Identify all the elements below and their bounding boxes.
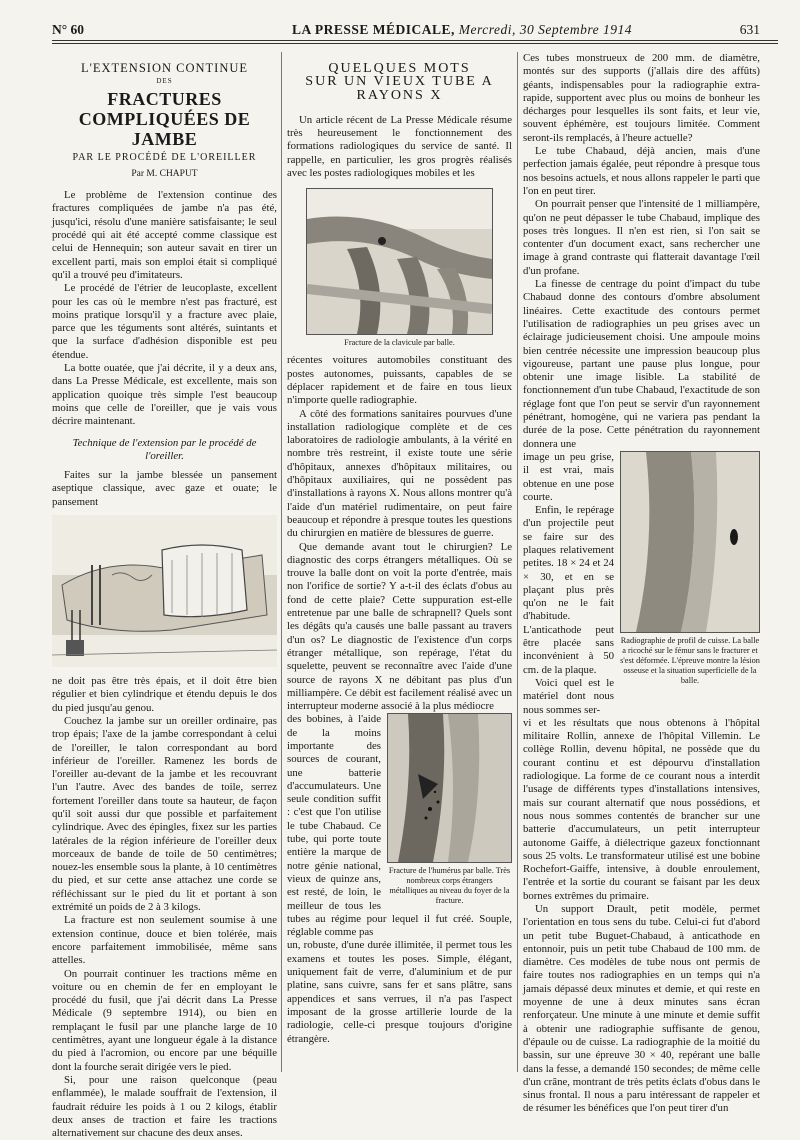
paragraph: La finesse de centrage du point d'impact du tube Chabaud donne des contours d'ombre absolument linéaires. Cette exactitude des contours permet l'utilisation de radiographies un peu grises avec un éclairage judicieusement choisi. Une ampoule moins bien centrée nécessite une impression beaucoup plus vigoureuse, partant une pause plus longue, pour obtenir une image lisible. La stabilité de fonctionnement d'un tube Chabaud, l'exactitude de son réglage font que l'on peut se servir d'un rayonnement pénétrant, homogène, qui ne variera pas pendant la durée de la pose. Cette pénétration du rayonnement donnera une bbox=[523, 278, 760, 450]
paragraph: Un support Drault, petit modèle, permet l'orientation en tous sens du tube. Celui-ci fut d'abord un petit tube Buguet-Chabaud, à anticathode en entonnoir, puis un petit tube Chabaud de 100 mm. de diamètre. Ces modèles de tube nous ont permis de faire toutes nos radiographies en un temps qui n'a jamais dépassé deux minutes et demie, et qui reste en moyenne de une à deux minutes sans écran renforçateur. Une minute à une minute et demie suffit à obtenir une radiographie suffisante de genou, d'épaule ou de cuisse. La radiographie de la moitié du bassin, sur une épreuve 30 × 40, repérant une balle dans la fesse, a demandé 150 secondes; de même celle d'un crâne, montrant de très petits éclats d'obus dans le sinus frontal. Il nous a paru intéressant de rappeler et de résumer les bénéfices que l'on peut tirer d'un bbox=[523, 903, 760, 1115]
paragraph: Couchez la jambe sur un oreiller ordinaire, pas trop épais; l'axe de la jambe correspondant à celui de l'oreiller, le talon correspondant au bord inférieur de l'oreiller. Ramenez les bords de l'oreiller au-devant de la jambe et les recouvrant l'un l'autre. Avec des bandes de toile, serrez fortement l'oreiller dans toute sa hauteur, de façon qu'il soit aussi dur que possible et parfaitement cylindrique. Avec des épingles, fixez sur les parties latérales de la région inférieure de l'oreiller deux morceaux de bande de toile de 50 centimètres; nouez-les ensemble sous la plante, à 10 centimètres du pied, et sur cette anse attachez une corde se réfléchissant sur le pied du lit et portant à son extrémité un poids de 2 à 3 kilogs. bbox=[52, 714, 277, 914]
page-header bbox=[52, 18, 778, 42]
column-3 bbox=[523, 52, 760, 1116]
column-divider bbox=[517, 52, 518, 1072]
paragraph: Si, pour une raison quelconque (peau enflammée), le malade souffrait de l'extension, il faudrait réduire les poids à 1 ou 2 kilogs, établir deux anses de traction et faire les tractions alternativement sur chacune des deux anses. bbox=[52, 1073, 277, 1140]
journal-masthead bbox=[292, 22, 632, 38]
paragraph: vi et les résultats que nous obtenons à l'hôpital militaire Rollin, annexe de l'hôpital Villemin. Le collège Rollin, devenu hôpital, ne possède que du courant continu et est dépourvu d'installation radiologique. La forme de ce courant nous a interdit l'usage de différents types d'installations intensives, mais sur courant alternatif que nous possédions, et nous nous sommes contentés de brancher sur une batterie d'accumulateurs, un petit interrupteur autonome Gaiffe, à diélectrique gazeux fonctionnant sous 25 volts. Le transformateur utilisé est une bobine Rochefort-Gaiffe, intensive, à double enroulement, l'entrée et la sortie du courant se faisant par les deux bornes extrêmes du primaire. bbox=[523, 716, 760, 902]
thigh-figure-block bbox=[620, 451, 760, 692]
figure-caption: Radiographie de profil de cuisse. La balle a ricoché sur le fémur sans le fracturer et s'est déformée. L'épreuve montre la lésion osseuse et la situation superficielle de la balle. bbox=[620, 635, 760, 685]
paragraph: La botte ouatée, que j'ai décrite, il y a deux ans, dans La Presse Médicale, est excellente, mais son application quoique très simple l'est beaucoup moins que celle de l'oreiller, que je vais vous décrire maintenant. bbox=[52, 362, 277, 428]
article-subtitle: PAR LE PROCÉDÉ DE L'OREILLER bbox=[72, 151, 257, 163]
paragraph: Que demande avant tout le chirurgien? Le diagnostic des corps étrangers métalliques. Où se trouve la balle dont on voit la porte d'entrée, mais non l'orifice de sortie? Y a-t-il des éclats d'obus au fond de cette plaie? Cette suppuration est-elle entretenue par une balle de schrapnell? Quels sont les dégâts qu'a causés une balle passant au travers d'un os? Le diagnostic de l'existence d'un corps étranger métallique, son repérage, l'état du squelette, peuvent se reconnaître avec l'aide d'une source de rayons X ne débitant pas plus d'un milliampère. Ce débit est facilement réalisé avec un interrupteur moderne associé à la plus médiocre bbox=[287, 540, 512, 713]
paragraph: Ces tubes monstrueux de 200 mm. de diamètre, montés sur des supports (j'allais dire des affûts) géants, indispensables pour la radiographie extra-rapide, supportent avec plus ou moins de bonheur les décharges pour lesquelles ils sont faits, et leur vie, souvent éphémère, est toujours limitée. Comment seront-ils remplacés, à l'heure actuelle? bbox=[523, 52, 760, 144]
thigh-xray-figure bbox=[620, 451, 760, 633]
header-rule bbox=[52, 40, 778, 44]
article-title-line-1: QUELQUES MOTS bbox=[328, 61, 471, 76]
paragraph: des bobines, à l'aide de la moins importante des sources de courant, une batterie d'accumulateurs. Une seule condition suffit : c'est que l'on utilise le tube Chabaud. Ce tube, qui porte toute entière la marque de notre génie national, vieux de quinze ans, est resté, de loin, le meilleur de tous les tubes au régime pour lequel il fut créé. Souple, réglable comme pas bbox=[287, 713, 512, 939]
clavicle-xray-figure bbox=[306, 188, 493, 335]
article-author: Par M. CHAPUT bbox=[131, 168, 198, 179]
issue-date: Mercredi, 30 Septembre 1914 bbox=[458, 22, 633, 37]
paragraph: Enfin, le repérage d'un projectile peut se faire sur des plaques relativement petites. 18 × 24 et 24 × 30, et en se plaçant plus près qu'on ne le fait d'habitude. L'anticathode peut être placée sans inconvénient à 50 cm. de la plaque. bbox=[523, 504, 614, 676]
figure-caption: Fracture de l'humérus par balle. Très nombreux corps étrangers métalliques au niveau du foyer de la fracture. bbox=[388, 866, 511, 906]
paragraph: On pourrait penser que l'intensité de 1 milliampère, qu'on ne peut dépasser le tube Chabaud, implique des poses très longues. Il n'en est rien, si l'on sait se contenter d'un document exact, sans rechercher une image à grand contraste qui flatterait davantage l'œil d'un profane. bbox=[523, 198, 760, 277]
humerus-figure-block bbox=[387, 713, 512, 912]
column-divider bbox=[281, 52, 282, 1072]
paragraph: récentes voitures automobiles constituant des postes autonomes, puissants, capables de se déplacer rapidement et de faire en tous lieux n'importe quelle radiographie. bbox=[287, 354, 512, 407]
article-kicker: L'EXTENSION CONTINUE bbox=[80, 61, 249, 75]
paragraph: Faites sur la jambe blessée un pansement aseptique classique, avec gaze et ouate; le pansement bbox=[52, 469, 277, 508]
page-number: 631 bbox=[739, 22, 760, 37]
paragraph: image un peu grise, il est vrai, mais obtenue en une pose courte. bbox=[523, 450, 614, 503]
figure-caption: Fracture de la clavicule par balle. bbox=[344, 338, 455, 348]
humerus-xray-figure bbox=[387, 713, 512, 863]
paragraph: A côté des formations sanitaires pourvues d'une installation radiologique complète et de ces laboratoires de radiologie ambulants, à la vérité en nombre très restreint, il existe toute une série d'hôpitaux, annexes d'hôpitaux militaires, ou d'hôpitaux auxiliaires, qui ne possèdent pas d'installations à rayons X. Nous allons montrer qu'à l'aide d'un matériel rudimentaire, on peut faire beaucoup et répondre à presque toutes les questions du chirurgien en matière de blessures de guerre. bbox=[287, 407, 512, 540]
article-connector: DES bbox=[156, 77, 173, 86]
column-2 bbox=[287, 52, 512, 1046]
article-title: FRACTURES COMPLIQUÉES DE JAMBE bbox=[78, 88, 251, 149]
paragraph: Le tube Chabaud, déjà ancien, mais d'une perfection jamais égalée, peut répondre à presque tous nos besoins actuels, et nous allons rappeler le parti que l'on en peut tirer. bbox=[523, 145, 760, 197]
paragraph: ne doit pas être très épais, et il doit être bien régulier et bien cylindrique et étendu depuis le dos du pied jusqu'au genou. bbox=[52, 675, 277, 714]
journal-title: LA PRESSE MÉDICALE, bbox=[292, 22, 455, 37]
article-title-line-2: SUR UN VIEUX TUBE A RAYONS X bbox=[305, 74, 494, 103]
section-subhead: Technique de l'extension par le procédé de l'oreiller. bbox=[72, 436, 257, 462]
paragraph: Voici quel est le matériel dont nous nous sommes ser- bbox=[523, 676, 614, 716]
pillow-leg-illustration bbox=[52, 515, 277, 667]
paragraph: On pourrait continuer les tractions même en voiture ou en chemin de fer en employant le procédé du fusil, que j'ai décrit dans La Presse Médicale (9 septembre 1914), ou bien en remplaçant le fusil par une planche large de 10 centimètres, ayant une longueur égale à la distance du pied à l'acromion, ou encore par une béquille dont la fourche serait dirigée vers le pied. bbox=[52, 967, 277, 1073]
column-1 bbox=[52, 52, 277, 1140]
paragraph: La fracture est non seulement soumise à une extension continue, douce et bien tolérée, mais encore parfaitement immobilisée, même sans attelles. bbox=[52, 914, 277, 967]
issue-number: N° 60 bbox=[52, 22, 85, 37]
paragraph: Un article récent de La Presse Médicale résume très heureusement le fonctionnement des formations radiologiques du service de santé. Il rappelle, en particulier, les gros progrès réalisés avec les postes radiologiques mobiles et les bbox=[287, 113, 512, 180]
paragraph: Le problème de l'extension continue des fractures compliquées de jambe n'a pas été, jusqu'ici, résolu d'une manière satisfaisante; le seul procédé qui ait été accepté comme classique est celui de Hennequin; son auteur savait en tirer un excellent parti, mais son emploi était si compliqué qu'il a trouvé peu d'imitateurs. bbox=[52, 189, 277, 281]
paragraph: un, robuste, d'une durée illimitée, il permet tous les examens et toutes les poses. Simple, élégant, uniquement fait de verre, d'aluminium et de pur platine, sans cuivre, sans fer et sans plâtre, sans appendices et sans verrues, il n'a pas l'aspect imposant de la grosse artillerie lourde de la radiologie, celle-ci presque toujours d'origine étrangère. bbox=[287, 939, 512, 1045]
paragraph: Le procédé de l'étrier de leucoplaste, excellent pour les cas où le membre n'est pas fracturé, est moins pratique lorsqu'il y a fracture avec plaie, parce que les téguments sont altérés, suintants et que la surface d'adhésion disponible est peu étendue. bbox=[52, 282, 277, 361]
